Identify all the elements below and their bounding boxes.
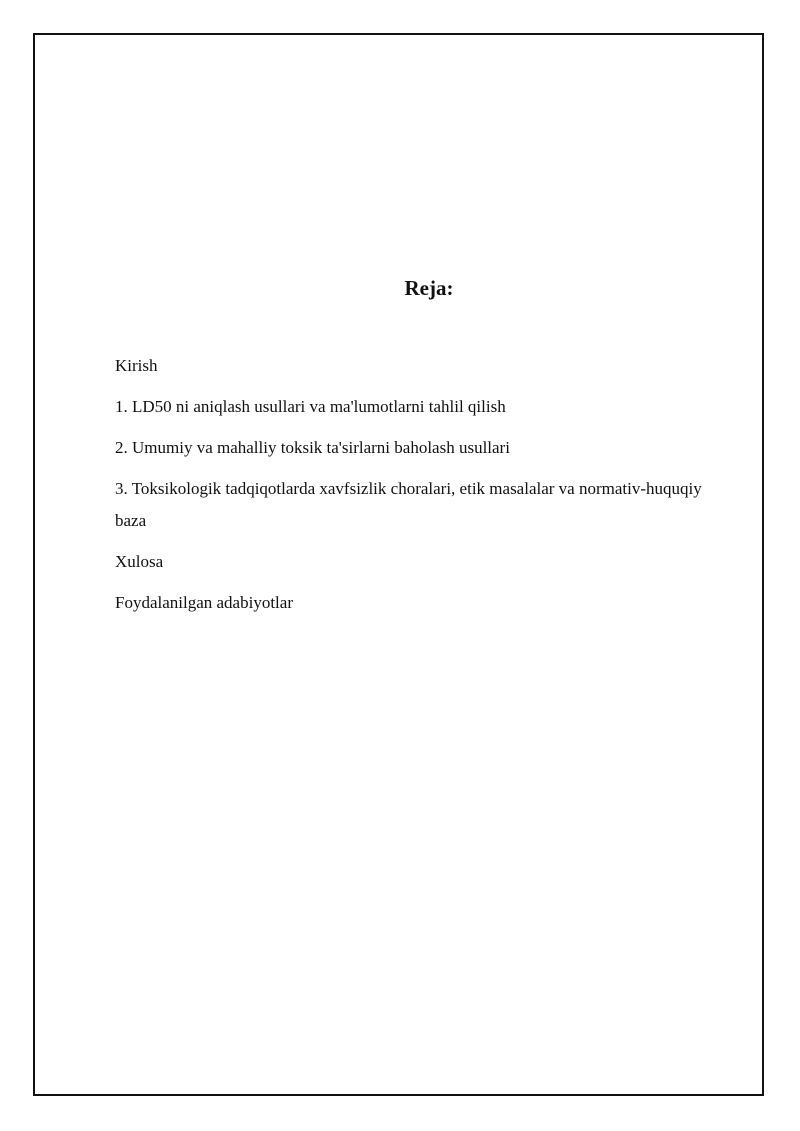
toc-item-chapter-1: 1. LD50 ni aniqlash usullari va ma'lumotlarni tahlil qilish — [115, 397, 506, 416]
toc-item-references: Foydalanilgan adabiyotlar — [115, 593, 293, 612]
toc-item-conclusion: Xulosa — [115, 552, 164, 571]
toc-item-introduction: Kirish — [115, 356, 158, 375]
toc-item-chapter-3: 3. Toksikologik tadqiqotlarda xavfsizlik choralari, etik masalalar va normativ-huquqiy baza — [115, 479, 702, 530]
table-of-contents — [115, 350, 715, 628]
page-title: Reja: — [404, 276, 454, 300]
toc-item-chapter-2: 2. Umumiy va mahalliy toksik ta'sirlarni baholash usullari — [115, 438, 510, 457]
